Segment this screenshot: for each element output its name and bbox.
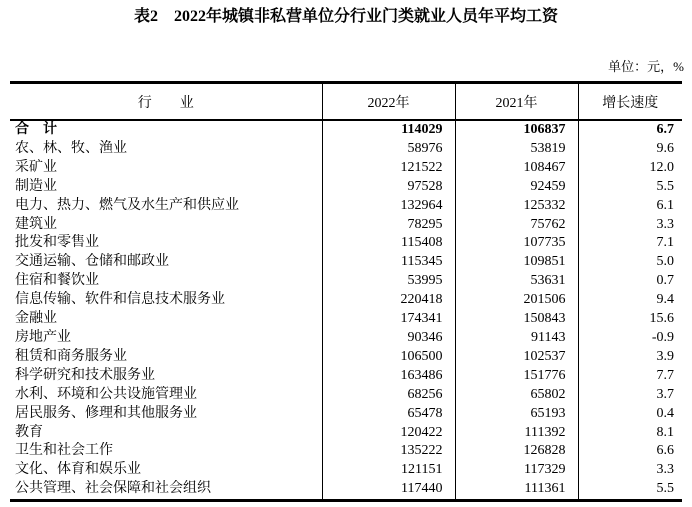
growth-cell: 5.0	[656, 254, 674, 270]
industry-cell: 建筑业	[10, 216, 322, 235]
value-2021-cell: 75762	[455, 216, 578, 235]
industry-cell: 制造业	[10, 178, 322, 197]
col-header-growth: 增长速度	[578, 83, 682, 121]
col-header-industry: 行 业	[10, 83, 322, 121]
growth-cell: 6.6	[656, 443, 674, 459]
growth-cell: 0.4	[656, 405, 674, 421]
value-2021-cell: 65802	[455, 386, 578, 405]
industry-cell: 合 计	[10, 120, 322, 140]
table-body	[10, 120, 682, 501]
value-2021-cell: 117329	[455, 461, 578, 480]
table-row	[10, 291, 682, 310]
value-2021-cell: 53631	[455, 272, 578, 291]
table-row	[10, 197, 682, 216]
value-2021-cell: 91143	[455, 329, 578, 348]
industry-cell: 文化、体育和娱乐业	[10, 461, 322, 480]
value-2021-cell: 108467	[455, 159, 578, 178]
value-2021-cell: 151776	[455, 367, 578, 386]
table-row	[10, 178, 682, 197]
table-row	[10, 442, 682, 461]
value-2022-cell: 163486	[322, 367, 455, 386]
growth-cell: 15.6	[649, 311, 674, 327]
value-2022-cell: 68256	[322, 386, 455, 405]
total-row	[10, 120, 682, 140]
value-2021-cell: 109851	[455, 253, 578, 272]
value-2022-cell: 120422	[322, 424, 455, 443]
col-header-2021: 2021年	[455, 83, 578, 121]
value-2021-cell: 107735	[455, 234, 578, 253]
growth-cell: 3.3	[656, 462, 674, 478]
industry-cell: 批发和零售业	[10, 234, 322, 253]
value-2022-cell: 90346	[322, 329, 455, 348]
growth-cell: 6.7	[656, 122, 674, 137]
growth-cell: 9.4	[656, 292, 674, 308]
growth-cell: 0.7	[656, 273, 674, 289]
table-row	[10, 310, 682, 329]
value-2022-cell: 53995	[322, 272, 455, 291]
table-title: 表2 2022年城镇非私营单位分行业门类就业人员年平均工资	[133, 8, 558, 25]
value-2022-cell: 115345	[322, 253, 455, 272]
value-2022-cell: 114029	[322, 120, 455, 140]
industry-cell: 卫生和社会工作	[10, 442, 322, 461]
value-2022-cell: 117440	[322, 480, 455, 500]
table-row	[10, 367, 682, 386]
value-2021-cell: 125332	[455, 197, 578, 216]
value-2022-cell: 121522	[322, 159, 455, 178]
value-2022-cell: 97528	[322, 178, 455, 197]
industry-cell: 农、林、牧、渔业	[10, 140, 322, 159]
growth-cell: 8.1	[656, 424, 674, 440]
growth-cell: 6.1	[656, 197, 674, 213]
value-2021-cell: 150843	[455, 310, 578, 329]
value-2022-cell: 58976	[322, 140, 455, 159]
growth-cell: 5.5	[656, 481, 674, 497]
value-2022-cell: 174341	[322, 310, 455, 329]
table-row	[10, 216, 682, 235]
industry-cell: 采矿业	[10, 159, 322, 178]
table-row	[10, 159, 682, 178]
growth-cell: 9.6	[656, 140, 674, 156]
table-row	[10, 253, 682, 272]
industry-cell: 租赁和商务服务业	[10, 348, 322, 367]
value-2022-cell: 132964	[322, 197, 455, 216]
table-row	[10, 405, 682, 424]
value-2021-cell: 111392	[455, 424, 578, 443]
value-2021-cell: 102537	[455, 348, 578, 367]
table-row	[10, 140, 682, 159]
growth-cell: -0.9	[651, 329, 674, 345]
industry-cell: 水利、环境和公共设施管理业	[10, 386, 322, 405]
growth-cell: 5.5	[656, 178, 674, 194]
industry-cell: 交通运输、仓储和邮政业	[10, 253, 322, 272]
table-row	[10, 386, 682, 405]
value-2021-cell: 126828	[455, 442, 578, 461]
industry-cell: 教育	[10, 424, 322, 443]
value-2022-cell: 106500	[322, 348, 455, 367]
value-2022-cell: 115408	[322, 234, 455, 253]
wage-table	[10, 81, 682, 502]
industry-cell: 住宿和餐饮业	[10, 272, 322, 291]
unit-note: 单位：元，%	[608, 59, 684, 74]
value-2021-cell: 65193	[455, 405, 578, 424]
value-2022-cell: 135222	[322, 442, 455, 461]
table-row	[10, 234, 682, 253]
value-2021-cell: 53819	[455, 140, 578, 159]
growth-cell: 7.7	[656, 367, 674, 383]
industry-cell: 信息传输、软件和信息技术服务业	[10, 291, 322, 310]
value-2022-cell: 78295	[322, 216, 455, 235]
table-row	[10, 272, 682, 291]
value-2021-cell: 92459	[455, 178, 578, 197]
header-row	[10, 83, 682, 121]
industry-cell: 科学研究和技术服务业	[10, 367, 322, 386]
value-2021-cell: 106837	[455, 120, 578, 140]
table-row	[10, 348, 682, 367]
growth-cell: 12.0	[649, 159, 674, 175]
industry-cell: 房地产业	[10, 329, 322, 348]
industry-cell: 金融业	[10, 310, 322, 329]
industry-cell: 居民服务、修理和其他服务业	[10, 405, 322, 424]
value-2021-cell: 201506	[455, 291, 578, 310]
value-2022-cell: 65478	[322, 405, 455, 424]
table-row	[10, 461, 682, 480]
industry-cell: 电力、热力、燃气及水生产和供应业	[10, 197, 322, 216]
growth-cell: 3.3	[656, 216, 674, 232]
col-header-2022: 2022年	[322, 83, 455, 121]
value-2022-cell: 121151	[322, 461, 455, 480]
value-2022-cell: 220418	[322, 291, 455, 310]
industry-cell: 公共管理、社会保障和社会组织	[10, 480, 322, 500]
growth-cell: 3.9	[656, 348, 674, 364]
growth-cell: 3.7	[656, 386, 674, 402]
growth-cell: 7.1	[656, 235, 674, 251]
value-2021-cell: 111361	[455, 480, 578, 500]
table-row	[10, 424, 682, 443]
table-row	[10, 329, 682, 348]
table-row	[10, 480, 682, 500]
